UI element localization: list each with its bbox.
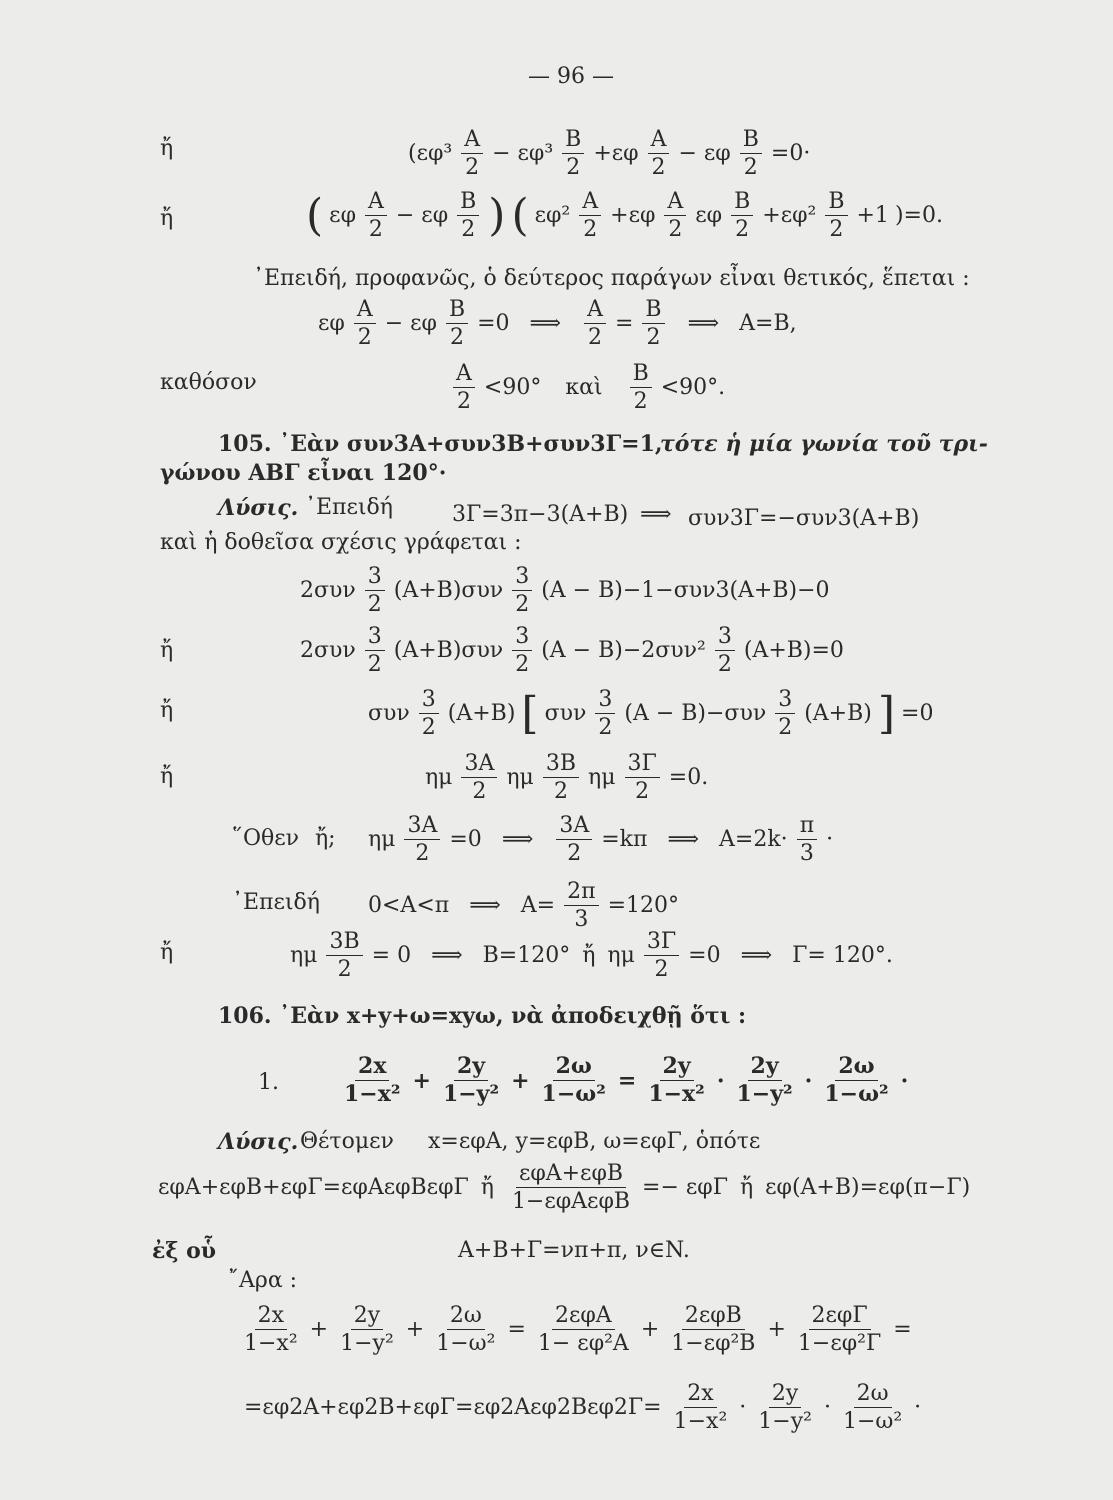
fraction <box>644 930 679 981</box>
fraction <box>668 1304 758 1355</box>
ara-label: ῎Αρα : <box>228 1268 298 1293</box>
eq-text: · <box>914 1394 922 1420</box>
item-number: 1. <box>258 1070 279 1095</box>
paragraph-text: καὶ ἡ δοθεῖσα σχέσις γράφεται : <box>160 530 522 555</box>
fraction <box>453 362 475 413</box>
eq-text: (A − B)−συν <box>624 700 767 726</box>
implies-arrow-icon: ⟹ <box>529 310 562 336</box>
denominator: 1−ω² <box>824 1081 889 1108</box>
fraction <box>625 752 660 803</box>
fraction <box>241 1304 301 1355</box>
denominator: 3 <box>574 907 589 933</box>
fraction <box>365 565 385 616</box>
eq-text: − εφ³ <box>492 140 554 166</box>
numerator: A <box>365 190 387 216</box>
eq-text: + <box>640 1316 660 1342</box>
numerator: 2εφΓ <box>809 1304 871 1330</box>
eq-text: <90° <box>483 374 542 400</box>
problem-105-title-line2: γώνου ΑΒΓ εἶναι 120°· <box>160 460 447 486</box>
fraction <box>446 298 468 349</box>
eq-text: εφ² <box>534 202 571 228</box>
fraction <box>821 1055 891 1106</box>
equation-2 <box>306 190 943 241</box>
fraction <box>564 880 598 931</box>
eq-text: <90°. <box>660 374 726 400</box>
numerator: 3A <box>404 814 440 840</box>
paren: )=0. <box>894 202 943 228</box>
fraction <box>825 190 847 241</box>
numerator: 3A <box>461 752 497 778</box>
numerator: B <box>642 298 664 324</box>
denominator: 1−x² <box>344 1081 401 1108</box>
numerator: π <box>797 814 817 840</box>
equation-e <box>368 814 833 865</box>
eq-text: · <box>739 1394 747 1420</box>
fraction <box>740 128 762 179</box>
numerator: εφA+εφB <box>516 1162 626 1188</box>
numerator: 3Γ <box>625 752 660 778</box>
denominator: 1− εφ²A <box>537 1331 629 1357</box>
eq-text: συν <box>544 700 587 726</box>
denominator: 2 <box>337 957 352 983</box>
eq-text: συν <box>368 700 410 726</box>
eq-text: =0· <box>770 140 811 166</box>
numerator: 3 <box>512 625 532 651</box>
fraction <box>630 362 652 413</box>
denominator: 2 <box>553 779 568 805</box>
eq-text: 0<A<π <box>368 892 450 918</box>
denominator: 2 <box>635 779 650 805</box>
eq-text: ημ <box>588 764 616 790</box>
denominator: 1−ω² <box>842 1409 903 1435</box>
eta-label: ἤ <box>160 698 174 723</box>
denominator: 2 <box>633 389 648 415</box>
fraction <box>354 298 376 349</box>
denominator: 2 <box>421 715 436 741</box>
problem-105-title: 105. ᾿Εὰν συν3A+συν3B+συν3Γ=1, <box>218 431 663 457</box>
denominator: 2 <box>465 155 480 181</box>
numerator: 2y <box>660 1055 694 1081</box>
implies-arrow-icon: ⟹ <box>469 892 501 918</box>
fraction <box>562 128 584 179</box>
numerator: 3 <box>365 625 385 651</box>
numerator: 3 <box>365 565 385 591</box>
implies-arrow-icon: ⟹ <box>687 310 720 336</box>
eq-text: εφ <box>695 202 723 228</box>
numerator: 2y <box>351 1304 383 1330</box>
numerator: B <box>630 362 652 388</box>
denominator: 2 <box>588 325 603 351</box>
denominator: 1−y² <box>736 1081 793 1108</box>
paren: ( <box>511 189 529 241</box>
denominator: 2 <box>415 841 430 867</box>
denominator: 2 <box>654 957 669 983</box>
eq-text: + <box>309 1316 329 1342</box>
eq-text: ἤ <box>582 942 596 968</box>
numerator: 3 <box>512 565 532 591</box>
denominator: 1−y² <box>442 1081 500 1108</box>
equation-j <box>238 1304 912 1355</box>
eq-text: · <box>826 826 834 852</box>
denominator: 2 <box>450 325 465 351</box>
eq-text: = 0 <box>371 942 412 968</box>
eq-text: =0 <box>477 310 510 336</box>
eq-text: 2συν <box>300 577 356 603</box>
fraction <box>731 190 753 241</box>
fraction <box>337 1304 397 1355</box>
eq-text: − εφ <box>678 140 731 166</box>
equation-f <box>368 880 679 931</box>
paragraph-text: ᾿Επειδή, προφανῶς, ὁ δεύτερος παράγων εἶναι θετικός, ἕπεται : <box>253 266 970 291</box>
eq-text: = <box>507 1316 526 1342</box>
eq-text: =0 <box>449 826 482 852</box>
eq-text: εφ(A+B)=εφ(π−Γ) <box>765 1174 971 1200</box>
numerator: 3 <box>419 688 439 714</box>
fraction <box>535 1304 632 1355</box>
denominator: 2 <box>735 217 750 243</box>
fraction <box>840 1382 905 1433</box>
numerator: A <box>664 190 686 216</box>
denominator: 2 <box>515 652 530 678</box>
paren: ( <box>306 189 324 241</box>
denominator: 2 <box>472 779 487 805</box>
eq-text: +εφ <box>593 140 639 166</box>
eq-text: ημ <box>425 764 453 790</box>
eq-text: (A+B) <box>804 700 872 726</box>
numerator: 3B <box>326 930 362 956</box>
eq-text: εφ <box>318 310 345 336</box>
eq-text: ἤ <box>739 1174 754 1200</box>
eq-text: ημ <box>368 826 396 852</box>
eq-text: =0. <box>668 764 709 790</box>
denominator: 2 <box>583 217 598 243</box>
eq-text: + <box>767 1316 786 1342</box>
eq-text: + <box>405 1316 425 1342</box>
denominator: 2 <box>566 155 581 181</box>
numerator: 2y <box>748 1055 782 1081</box>
denominator: 1−εφ²Γ <box>797 1331 882 1357</box>
denominator: 1−ω² <box>436 1331 496 1357</box>
numerator: B <box>740 128 762 154</box>
fraction <box>579 190 601 241</box>
eq-text: (A+B)=0 <box>743 637 844 663</box>
implies-arrow-icon: ⟹ <box>431 942 463 968</box>
eq-text: A=B, <box>739 310 797 336</box>
denominator: 3 <box>799 841 814 867</box>
denominator: 2 <box>456 389 471 415</box>
numerator: B <box>446 298 468 324</box>
numerator: 3 <box>775 688 795 714</box>
equation-k <box>244 1382 921 1433</box>
numerator: 3 <box>715 625 735 651</box>
implies-arrow-icon: ⟹ <box>740 942 773 968</box>
eq-text: (A − B)−2συν² <box>541 637 706 663</box>
eq-text: εφ <box>329 202 356 228</box>
eq-text: (εφ³ <box>408 140 453 166</box>
implies-arrow-icon: ⟹ <box>667 826 700 852</box>
numerator: B <box>457 190 479 216</box>
eq-text: · <box>823 1394 831 1420</box>
denominator: 2 <box>598 715 613 741</box>
numerator: 2ω <box>553 1055 595 1081</box>
fraction <box>365 625 385 676</box>
eta-label: ἤ <box>160 136 174 161</box>
equation-b <box>300 625 844 676</box>
eq-text: B=120° <box>482 942 571 968</box>
equation-d <box>425 752 708 803</box>
eta-label: ἤ <box>160 940 174 965</box>
numerator: 2ω <box>854 1382 892 1408</box>
eq-text: =0 <box>688 942 721 968</box>
eq-text: (A − B)−1−συν3(A+B)−0 <box>541 577 830 603</box>
eq-text: = <box>617 1067 637 1094</box>
fraction <box>461 752 497 803</box>
numerator: 2εφA <box>552 1304 615 1330</box>
eq-text: A+B+Γ=νπ+π, ν∈N. <box>458 1238 690 1263</box>
numerator: B <box>562 128 584 154</box>
numerator: B <box>825 190 847 216</box>
equation-g <box>290 930 893 981</box>
eq-text: ἤ <box>480 1174 494 1200</box>
fraction <box>595 688 615 739</box>
fraction <box>433 1304 498 1355</box>
numerator: 2x <box>255 1304 287 1330</box>
eq-text: 2συν <box>300 637 356 663</box>
eq-text: ημ <box>506 764 534 790</box>
numerator: 2y <box>769 1382 801 1408</box>
eq-text: ημ <box>290 942 318 968</box>
denominator: 1−ω² <box>541 1081 606 1108</box>
eq-text: = <box>893 1316 912 1342</box>
equation-106-1 <box>338 1055 908 1106</box>
page-number: — 96 — <box>528 64 614 89</box>
eq-text: συν3Γ=−συν3(A+B) <box>688 506 920 531</box>
numerator: 2εφB <box>682 1304 745 1330</box>
eq-text: ημ <box>607 942 635 968</box>
eq-text: =kπ <box>601 826 648 852</box>
fraction <box>461 128 483 179</box>
denominator: 1−εφAεφB <box>511 1189 631 1215</box>
fraction <box>512 625 532 676</box>
numerator: A <box>354 298 376 324</box>
numerator: 3B <box>543 752 579 778</box>
implies-arrow-icon: ⟹ <box>501 826 534 852</box>
denominator: 2 <box>778 715 793 741</box>
fraction <box>715 625 735 676</box>
eq-text: +1 <box>856 202 889 228</box>
numerator: 3Γ <box>644 930 679 956</box>
eta-label: ἤ <box>160 638 174 663</box>
implies-arrow-icon: ⟹ <box>640 502 672 527</box>
kathoson-label: καθόσον <box>160 370 257 395</box>
denominator: 2 <box>668 217 683 243</box>
denominator: 2 <box>461 217 476 243</box>
eq-text: 3Γ=3π−3(A+B) <box>452 502 629 527</box>
fraction <box>512 565 532 616</box>
eq-text: Θέτομεν <box>300 1129 394 1154</box>
denominator: 1−x² <box>244 1331 298 1357</box>
eq-text: + <box>412 1067 431 1094</box>
fraction <box>642 298 664 349</box>
eta-label: ἤ <box>160 206 174 231</box>
bracket: [ <box>521 687 539 739</box>
numerator: A <box>584 298 606 324</box>
numerator: 2ω <box>835 1055 877 1081</box>
eq-text: ᾿Επειδή <box>232 890 320 915</box>
denominator: 1−y² <box>340 1331 394 1357</box>
eq-text: A=2k· <box>719 826 788 852</box>
eq-text: =− εφΓ <box>642 1174 728 1200</box>
numerator: A <box>453 362 475 388</box>
numerator: 2ω <box>447 1304 485 1330</box>
eta-label: ἤ; <box>315 826 336 851</box>
fraction <box>404 814 440 865</box>
fraction <box>326 930 362 981</box>
eq-text: (A+B) <box>447 700 516 726</box>
bracket: ] <box>877 687 896 739</box>
fraction <box>457 190 479 241</box>
fraction <box>775 688 795 739</box>
numerator: 3A <box>556 814 592 840</box>
equation-1 <box>408 128 810 179</box>
fraction <box>645 1055 708 1106</box>
fraction <box>797 814 817 865</box>
fraction <box>648 128 670 179</box>
problem-106-title: 106. ᾿Εὰν x+y+ω=xyω, νὰ ἀποδειχθῇ ὅτι : <box>218 1003 747 1029</box>
equation-3 <box>318 298 797 349</box>
denominator: 2 <box>515 592 530 618</box>
numerator: 2x <box>684 1382 716 1408</box>
eq-text: =εφ2A+εφ2B+εφΓ=εφ2Aεφ2Bεφ2Γ= <box>244 1394 662 1420</box>
denominator: 2 <box>646 325 661 351</box>
fraction <box>419 688 439 739</box>
eq-text: +εφ² <box>762 202 817 228</box>
lysis-label: Λύσις. <box>218 1129 299 1155</box>
eq-text: Γ= 120°. <box>792 942 893 968</box>
fraction <box>440 1055 502 1106</box>
fraction <box>664 190 686 241</box>
denominator: 2 <box>743 155 758 181</box>
eq-text: (A+B)συν <box>393 577 504 603</box>
fraction <box>755 1382 815 1433</box>
fraction <box>539 1055 609 1106</box>
othen-label: ῞Οθεν <box>232 826 300 851</box>
numerator: A <box>461 128 483 154</box>
eta-label: ἤ <box>160 764 174 789</box>
eq-text: A= <box>520 892 556 918</box>
fraction <box>733 1055 795 1106</box>
eq-text: − εφ <box>384 310 437 336</box>
eq-text: =0 <box>901 700 934 726</box>
fraction <box>795 1304 884 1355</box>
denominator: 2 <box>368 217 383 243</box>
eq-text: x=εφA, y=εφB, ω=εφΓ, ὁπότε <box>428 1129 761 1154</box>
numerator: A <box>579 190 601 216</box>
denominator: 2 <box>567 841 582 867</box>
problem-105-title-cont: τότε ἡ μία γωνία τοῦ τρι- <box>660 431 988 457</box>
paren: ) <box>488 189 506 241</box>
eq-text: · <box>716 1067 725 1094</box>
fraction <box>509 1162 633 1213</box>
eq-text: ᾿Επειδή <box>305 495 393 520</box>
fraction <box>365 190 387 241</box>
denominator: 1−y² <box>758 1409 812 1435</box>
eq-text: καὶ <box>565 374 603 400</box>
denominator: 2 <box>651 155 666 181</box>
denominator: 2 <box>717 652 732 678</box>
numerator: 2x <box>355 1055 389 1081</box>
denominator: 1−εφ²B <box>671 1331 756 1357</box>
eq-text: · <box>900 1067 909 1094</box>
equation-a <box>300 565 830 616</box>
numerator: 2π <box>564 880 598 906</box>
equation-c <box>368 688 933 739</box>
eq-text: · <box>804 1067 813 1094</box>
fraction <box>556 814 592 865</box>
numerator: B <box>731 190 753 216</box>
fraction <box>584 298 606 349</box>
fraction <box>341 1055 404 1106</box>
equation-h <box>158 1162 970 1213</box>
numerator: 3 <box>595 688 615 714</box>
eq-text: (A+B)συν <box>393 637 504 663</box>
numerator: A <box>648 128 670 154</box>
denominator: 1−x² <box>648 1081 705 1108</box>
denominator: 2 <box>357 325 372 351</box>
fraction <box>543 752 579 803</box>
eq-text: +εφ <box>610 202 656 228</box>
eq-text: − εφ <box>395 202 449 228</box>
numerator: 2y <box>454 1055 488 1081</box>
denominator: 2 <box>829 217 844 243</box>
denominator: 2 <box>367 592 382 618</box>
ex-ou-label: ἐξ οὗ <box>152 1238 217 1264</box>
denominator: 2 <box>367 652 382 678</box>
eq-text: + <box>511 1067 530 1094</box>
eq-text: = <box>614 310 634 336</box>
fraction <box>671 1382 731 1433</box>
eq-text: =120° <box>607 892 679 918</box>
denominator: 1−x² <box>673 1409 728 1435</box>
eq-text: εφA+εφB+εφΓ=εφAεφBεφΓ <box>158 1174 469 1200</box>
lysis-label: Λύσις. <box>218 495 299 521</box>
equation-4 <box>450 362 725 413</box>
